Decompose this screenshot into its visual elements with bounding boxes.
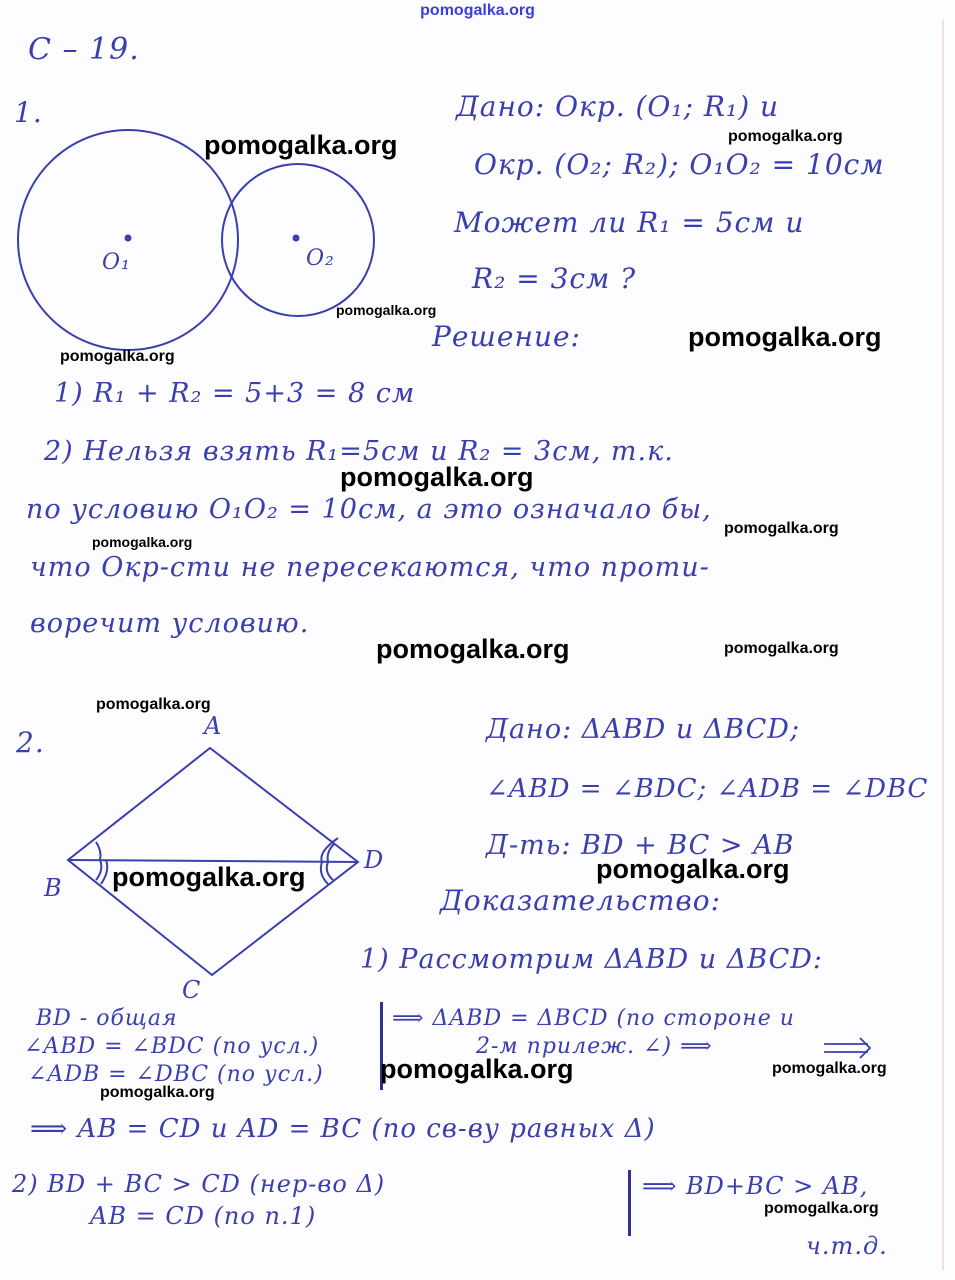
- watermark: pomogalka.org: [724, 520, 839, 537]
- task1-given-line: Окр. (O₂; R₂); O₁O₂ = 10см: [474, 148, 885, 181]
- task1-given-line: Может ли R₁ = 5см и: [454, 206, 805, 239]
- watermark: pomogalka.org: [340, 462, 534, 492]
- task1-solution-line: по условию O₁O₂ = 10см, а это означало бы,: [26, 494, 712, 525]
- task2-step1-intro: 1) Рассмотрим ΔABD и ΔBCD:: [360, 944, 823, 975]
- task2-reason-line: ∠ABD = ∠BDC (по усл.): [24, 1034, 320, 1059]
- top-watermark: pomogalka.org: [420, 2, 535, 19]
- task2-proof-title-text: Доказательство:: [440, 884, 722, 917]
- watermark: pomogalka.org: [764, 1200, 879, 1217]
- watermark: pomogalka.org: [724, 640, 839, 657]
- center-o2: [294, 236, 299, 241]
- task1-given-line: Дано: Окр. (O₁; R₁) и: [456, 90, 780, 123]
- step2-bracket: [628, 1170, 631, 1236]
- task2-reason-line: ∠ADB = ∠DBC (по усл.): [28, 1062, 324, 1087]
- watermark: pomogalka.org: [92, 534, 193, 550]
- angle-arc-d2: [327, 862, 333, 880]
- task2-step2-line: AB = CD (по п.1): [90, 1202, 317, 1230]
- task2-given-line: ∠ABD = ∠BDC; ∠ADB = ∠DBC: [486, 774, 929, 804]
- task2-given-line: Д-ть: BD + BC > AB: [486, 830, 795, 861]
- header-label: С – 19.: [28, 32, 140, 67]
- watermark: pomogalka.org: [336, 302, 437, 318]
- watermark: pomogalka.org: [596, 854, 790, 884]
- task1-given-line: R₂ = 3см ?: [472, 262, 637, 295]
- center-o1: [126, 236, 131, 241]
- angle-arc-b1: [96, 842, 101, 860]
- task1-solution-line: воречит условию.: [30, 608, 310, 639]
- watermark: pomogalka.org: [688, 322, 882, 352]
- implication-arrows: [824, 1038, 870, 1058]
- task2-given-line: Дано: ΔABD и ΔBCD;: [486, 714, 801, 745]
- watermark: pomogalka.org: [728, 128, 843, 145]
- task2-number: 2.: [16, 726, 45, 759]
- two-circles-figure: [18, 130, 374, 350]
- label-d: D: [364, 846, 385, 874]
- task2-conclusion-line: 2-м прилеж. ∠) ⟹: [476, 1034, 713, 1059]
- label-c: C: [182, 976, 202, 1004]
- watermark: pomogalka.org: [96, 696, 211, 713]
- label-a: A: [204, 712, 223, 740]
- watermark: pomogalka.org: [100, 1084, 215, 1101]
- watermark: pomogalka.org: [380, 1054, 574, 1084]
- task2-step2-line: 2) BD + BC > CD (нер-во Δ): [12, 1170, 386, 1198]
- task1-solution-title: Решение:: [432, 320, 581, 353]
- watermark: pomogalka.org: [60, 348, 175, 365]
- label-o1: O₁: [102, 250, 131, 275]
- watermark: pomogalka.org: [112, 862, 306, 892]
- label-o2: O₂: [306, 246, 335, 271]
- watermark: pomogalka.org: [204, 130, 398, 160]
- task2-reason-line: BD - общая: [36, 1006, 178, 1031]
- task1-solution-line: что Окр-сти не пересекаются, что проти-: [30, 552, 710, 583]
- angle-arc-b2: [96, 860, 101, 880]
- task2-step1-result: ⟹ AB = CD и AD = BC (по св-ву равных Δ): [30, 1114, 656, 1144]
- label-b: B: [44, 874, 63, 902]
- watermark: pomogalka.org: [376, 634, 570, 664]
- task2-conclusion-line: ⟹ ΔABD = ΔBCD (по стороне и: [392, 1006, 795, 1031]
- task1-solution-line: 1) R₁ + R₂ = 5+3 = 8 см: [54, 378, 416, 409]
- task2-step2-result: ⟹ BD+BC > AB,: [642, 1172, 869, 1200]
- task1-solution-line: 2) Нельзя взять R₁=5см и R₂ = 3см, т.к.: [44, 436, 674, 467]
- qed-label: ч.т.д.: [806, 1232, 888, 1260]
- task1-number: 1.: [14, 96, 43, 129]
- watermark: pomogalka.org: [772, 1060, 887, 1077]
